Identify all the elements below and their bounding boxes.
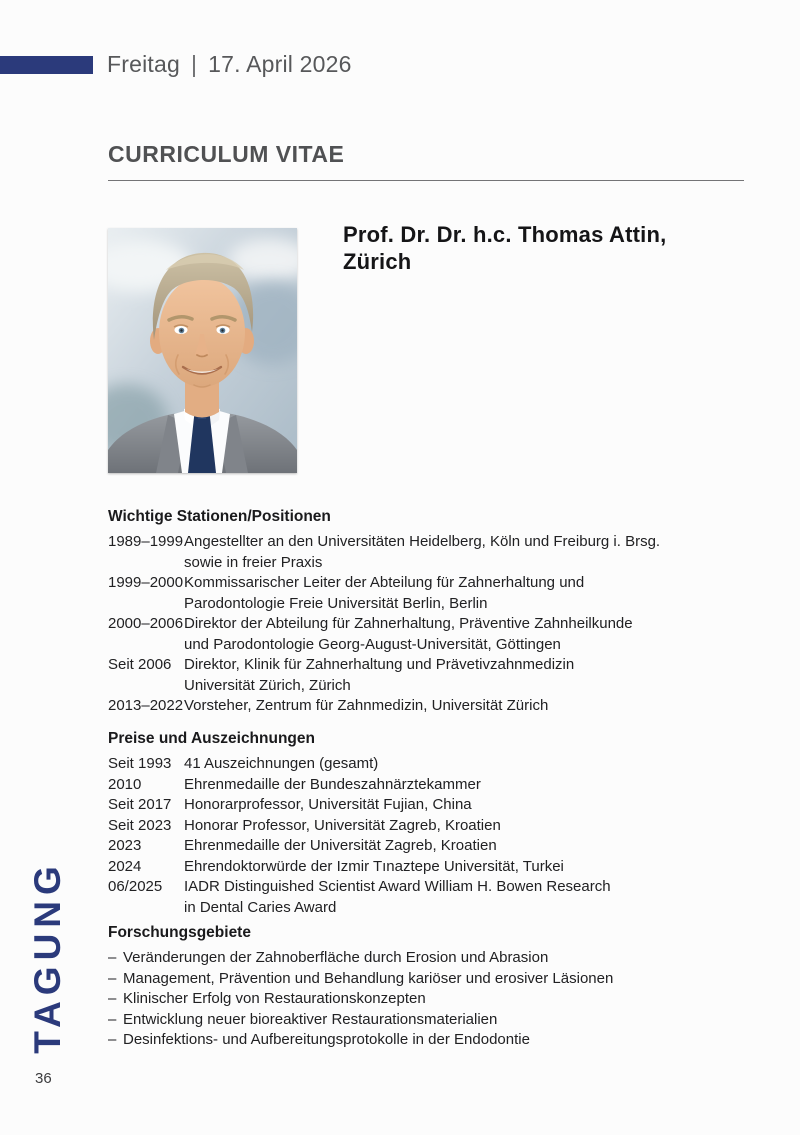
entry-period: 1989–1999 [108, 533, 184, 550]
cv-entry-row [108, 614, 756, 655]
entry-period: Seit 2006 [108, 656, 172, 673]
section-stations [108, 506, 756, 717]
entry-description [184, 614, 756, 655]
header-day-label: Freitag [107, 51, 180, 77]
entry-description-line: Direktor, Klinik für Zahnerhaltung und Prävetivzahnmedizin [184, 656, 575, 673]
bullet-text: Veränderungen der Zahnoberfläche durch Erosion und Abrasion [123, 949, 549, 966]
section-awards-title: Preise und Auszeichnungen [108, 730, 315, 747]
section-research-title: Forschungsgebiete [108, 924, 251, 941]
entry-description-line: Angestellter an den Universitäten Heidelberg, Köln und Freiburg i. Brsg. [184, 533, 661, 550]
research-bullet-row [108, 1030, 756, 1051]
page-header-date [107, 51, 352, 78]
cv-entry-row [108, 696, 756, 717]
bullet-dash: – [108, 1010, 117, 1028]
stations-entries [108, 532, 756, 717]
entry-description-line: Universität Zürich, Zürich [184, 676, 351, 694]
awards-entries [108, 754, 756, 918]
cv-entry-row [108, 532, 756, 573]
section-research [108, 922, 756, 1051]
side-label-tagung: TAGUNG [27, 860, 68, 1054]
cv-entry-row [108, 877, 756, 918]
bullet-text: Klinischer Erfolg von Restaurationskonzepten [123, 990, 426, 1007]
entry-description-line: in Dental Caries Award [184, 898, 337, 916]
cv-entry-row [108, 836, 756, 857]
entry-description-line: Ehrenmedaille der Bundeszahnärztekammer [184, 775, 481, 793]
bullet-text: Entwicklung neuer bioreaktiver Restaurationsmaterialien [123, 1010, 498, 1028]
bullet-text: Desinfektions- und Aufbereitungsprotokolle in der Endodontie [123, 1031, 530, 1048]
entry-period: Seit 1993 [108, 755, 172, 772]
entry-period: 2023 [108, 837, 142, 854]
entry-description-line: IADR Distinguished Scientist Award William H. Bowen Research [184, 878, 611, 895]
entry-description [184, 816, 756, 837]
bullet-dash: – [108, 949, 117, 966]
bullet-dash: – [108, 990, 117, 1007]
entry-description-line: Ehrendoktorwürde der Izmir Tınaztepe Universität, Turkei [184, 857, 564, 875]
entry-description-line: Direktor der Abteilung für Zahnerhaltung, Präventive Zahnheilkunde [184, 615, 633, 632]
cv-entry-row [108, 775, 756, 796]
cv-entry-row [108, 573, 756, 614]
entry-description-line: Ehrenmedaille der Universität Zagreb, Kroatien [184, 837, 497, 854]
section-awards [108, 728, 756, 918]
entry-period: Seit 2023 [108, 816, 172, 834]
entry-description-line: 41 Auszeichnungen (gesamt) [184, 755, 379, 772]
research-bullet-row [108, 1010, 756, 1031]
entry-period: 06/2025 [108, 878, 163, 895]
entry-description [184, 532, 756, 573]
header-date-label: 17. April 2026 [208, 51, 352, 77]
entry-description-line: Parodontologie Freie Universität Berlin, Berlin [184, 594, 488, 612]
entry-description [184, 696, 756, 717]
page-number: 36 [35, 1070, 52, 1087]
section-stations-title: Wichtige Stationen/Positionen [108, 508, 331, 525]
research-items [108, 948, 756, 1051]
entry-description-line: Kommissarischer Leiter der Abteilung für Zahnerhaltung und [184, 574, 585, 591]
portrait-photo [108, 228, 297, 473]
research-bullet-row [108, 948, 756, 969]
entry-description [184, 795, 756, 816]
entry-description-line: Vorsteher, Zentrum für Zahnmedizin, Universität Zürich [184, 697, 549, 714]
entry-period: 2013–2022 [108, 697, 184, 714]
entry-period: 2024 [108, 857, 142, 875]
portrait-photo-illustration [108, 228, 297, 473]
entry-description-line: Honorarprofessor, Universität Fujian, China [184, 796, 472, 813]
bullet-dash: – [108, 1031, 117, 1048]
entry-description [184, 754, 756, 775]
bullet-text: Management, Prävention und Behandlung kariöser und erosiver Läsionen [123, 969, 614, 987]
entry-description [184, 877, 756, 918]
entry-description [184, 655, 756, 696]
entry-description [184, 775, 756, 796]
cv-entry-row [108, 655, 756, 696]
entry-description [184, 836, 756, 857]
cv-entry-row [108, 795, 756, 816]
entry-description-line: und Parodontologie Georg-August-Universität, Göttingen [184, 635, 561, 653]
entry-description-line: Honorar Professor, Universität Zagreb, Kroatien [184, 816, 501, 834]
research-bullet-row [108, 969, 756, 990]
header-accent-bar [0, 56, 93, 74]
header-separator: | [190, 51, 198, 77]
cv-entry-row [108, 857, 756, 878]
entry-description [184, 573, 756, 614]
entry-period: 1999–2000 [108, 574, 184, 591]
page-title: CURRICULUM VITAE [108, 141, 345, 167]
entry-description [184, 857, 756, 878]
cv-entry-row [108, 754, 756, 775]
entry-description-line: sowie in freier Praxis [184, 553, 323, 571]
entry-period: Seit 2017 [108, 796, 172, 813]
person-name-line1: Prof. Dr. Dr. h.c. Thomas Attin, [343, 222, 667, 247]
person-name-line2: Zürich [343, 249, 412, 274]
person-name [343, 221, 666, 275]
cv-entry-row [108, 816, 756, 837]
research-bullet-row [108, 989, 756, 1010]
entry-period: 2010 [108, 775, 142, 793]
title-underline [108, 180, 744, 181]
entry-period: 2000–2006 [108, 615, 184, 632]
bullet-dash: – [108, 969, 117, 987]
